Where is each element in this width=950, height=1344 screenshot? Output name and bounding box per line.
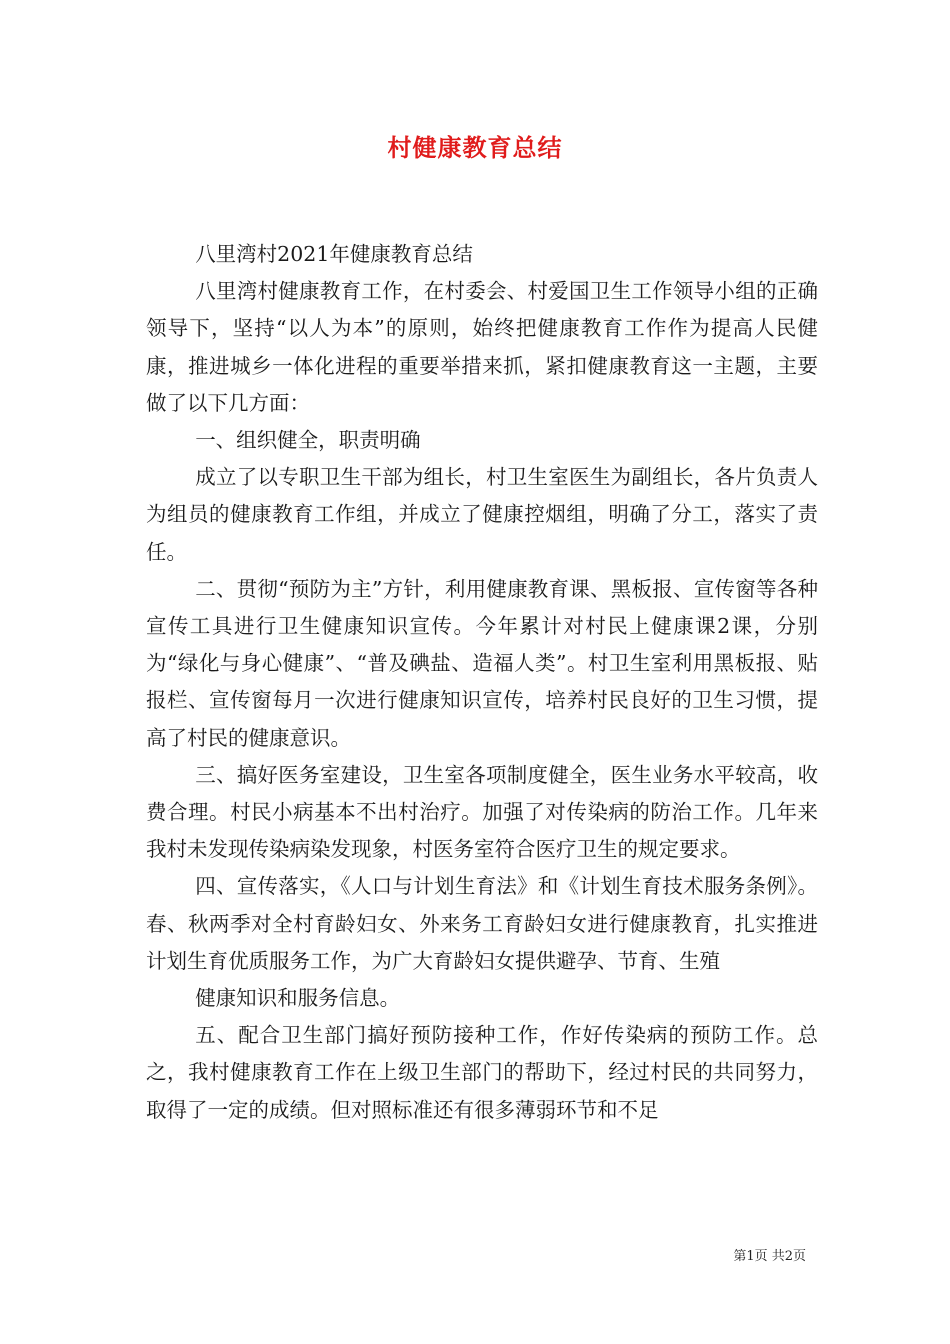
- paragraph-intro: 八里湾村健康教育工作，在村委会、村爱国卫生工作领导小组的正确领导下，坚持“以人为本”的原则，始终把健康教育工作作为提高人民健康，推进城乡一体化进程的重要举措来抓，紧扣健康教育这一主题，主要做了以下几方面：: [146, 279, 818, 415]
- paragraph-section-1: 成立了以专职卫生干部为组长，村卫生室医生为副组长，各片负责人为组员的健康教育工作组，并成立了健康控烟组，明确了分工，落实了责任。: [146, 465, 818, 564]
- paragraph-section-2: 二、贯彻“预防为主”方针，利用健康教育课、黑板报、宣传窗等各种宣传工具进行卫生健康知识宣传。今年累计对村民上健康课2课，分别为“绿化与身心健康”、“普及碘盐、造福人类”。村卫生室利用黑板报、贴报栏、宣传窗每月一次进行健康知识宣传，培养村民良好的卫生习惯，提高了村民的健康意识。: [146, 576, 818, 750]
- document-title: 村健康教育总结: [387, 133, 563, 162]
- paragraph-section-5: 五、配合卫生部门搞好预防接种工作，作好传染病的预防工作。总之，我村健康教育工作在上级卫生部门的帮助下，经过村民的共同努力，取得了一定的成绩。但对照标准还有很多薄弱环节和不足: [146, 1023, 818, 1122]
- paragraph-section-3: 三、搞好医务室建设，卫生室各项制度健全，医生业务水平较高，收费合理。村民小病基本不出村治疗。加强了对传染病的防治工作。几年来我村未发现传染病染发现象，村医务室符合医疗卫生的规定要求。: [146, 762, 818, 862]
- document-body: [146, 236, 818, 1129]
- paragraph-heading: 八里湾村2021年健康教育总结: [195, 242, 473, 266]
- section-heading-1: 一、组织健全，职责明确: [195, 428, 421, 453]
- paragraph-section-4-cont: 健康知识和服务信息。: [195, 986, 401, 1011]
- page-number: 第1页 共2页: [733, 1249, 806, 1264]
- paragraph-section-4: 四、宣传落实，《人口与计划生育法》和《计划生育技术服务条例》。春、秋两季对全村育龄妇女、外来务工育龄妇女进行健康教育，扎实推进计划生育优质服务工作，为广大育龄妇女提供避孕、节育、生殖: [146, 874, 818, 973]
